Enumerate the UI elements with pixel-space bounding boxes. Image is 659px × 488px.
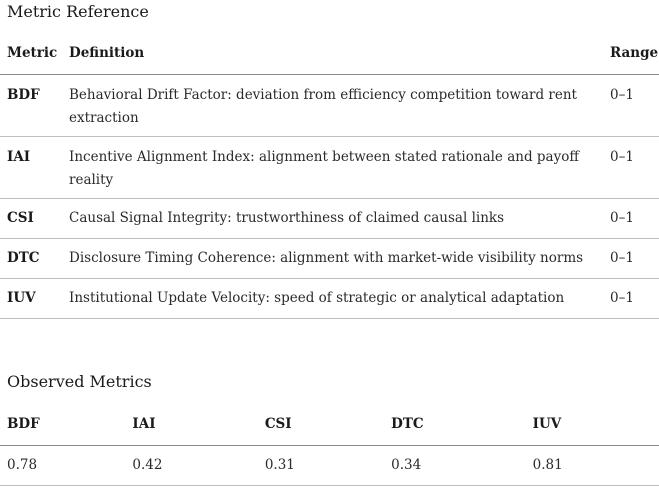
table-row <box>0 137 659 199</box>
column-header-metric: Metric <box>0 42 69 75</box>
table-row <box>0 279 659 319</box>
metric-reference-title: Metric Reference <box>7 2 149 21</box>
value-iuv: 0.81 <box>533 445 659 485</box>
table-row <box>0 199 659 239</box>
metric-definition: Incentive Alignment Index: alignment between stated rationale and payoff reality <box>69 137 610 199</box>
table-row <box>0 445 659 485</box>
column-header-bdf: BDF <box>0 412 132 445</box>
observed-metrics-title: Observed Metrics <box>7 372 152 391</box>
column-header-iuv: IUV <box>533 412 659 445</box>
value-dtc: 0.34 <box>391 445 533 485</box>
metric-reference-table <box>0 42 659 319</box>
metric-range: 0–1 <box>610 137 659 199</box>
table-row <box>0 75 659 137</box>
column-header-dtc: DTC <box>391 412 533 445</box>
observed-metrics-table <box>0 412 659 486</box>
table-header-row <box>0 412 659 445</box>
metric-definition: Causal Signal Integrity: trustworthiness of claimed causal links <box>69 199 610 239</box>
column-header-range: Range <box>610 42 659 75</box>
value-bdf: 0.78 <box>0 445 132 485</box>
column-header-iai: IAI <box>132 412 264 445</box>
metric-code: CSI <box>0 199 69 239</box>
table-row <box>0 239 659 279</box>
value-iai: 0.42 <box>132 445 264 485</box>
metric-code: IUV <box>0 279 69 319</box>
metric-code: DTC <box>0 239 69 279</box>
metric-range: 0–1 <box>610 239 659 279</box>
metric-range: 0–1 <box>610 75 659 137</box>
metric-definition: Behavioral Drift Factor: deviation from efficiency competition toward rent extraction <box>69 75 610 137</box>
metric-definition: Institutional Update Velocity: speed of strategic or analytical adaptation <box>69 279 610 319</box>
column-header-csi: CSI <box>265 412 391 445</box>
metric-code: IAI <box>0 137 69 199</box>
value-csi: 0.31 <box>265 445 391 485</box>
metric-range: 0–1 <box>610 199 659 239</box>
metric-code: BDF <box>0 75 69 137</box>
column-header-definition: Definition <box>69 42 610 75</box>
metric-definition: Disclosure Timing Coherence: alignment with market-wide visibility norms <box>69 239 610 279</box>
table-header-row <box>0 42 659 75</box>
metric-range: 0–1 <box>610 279 659 319</box>
